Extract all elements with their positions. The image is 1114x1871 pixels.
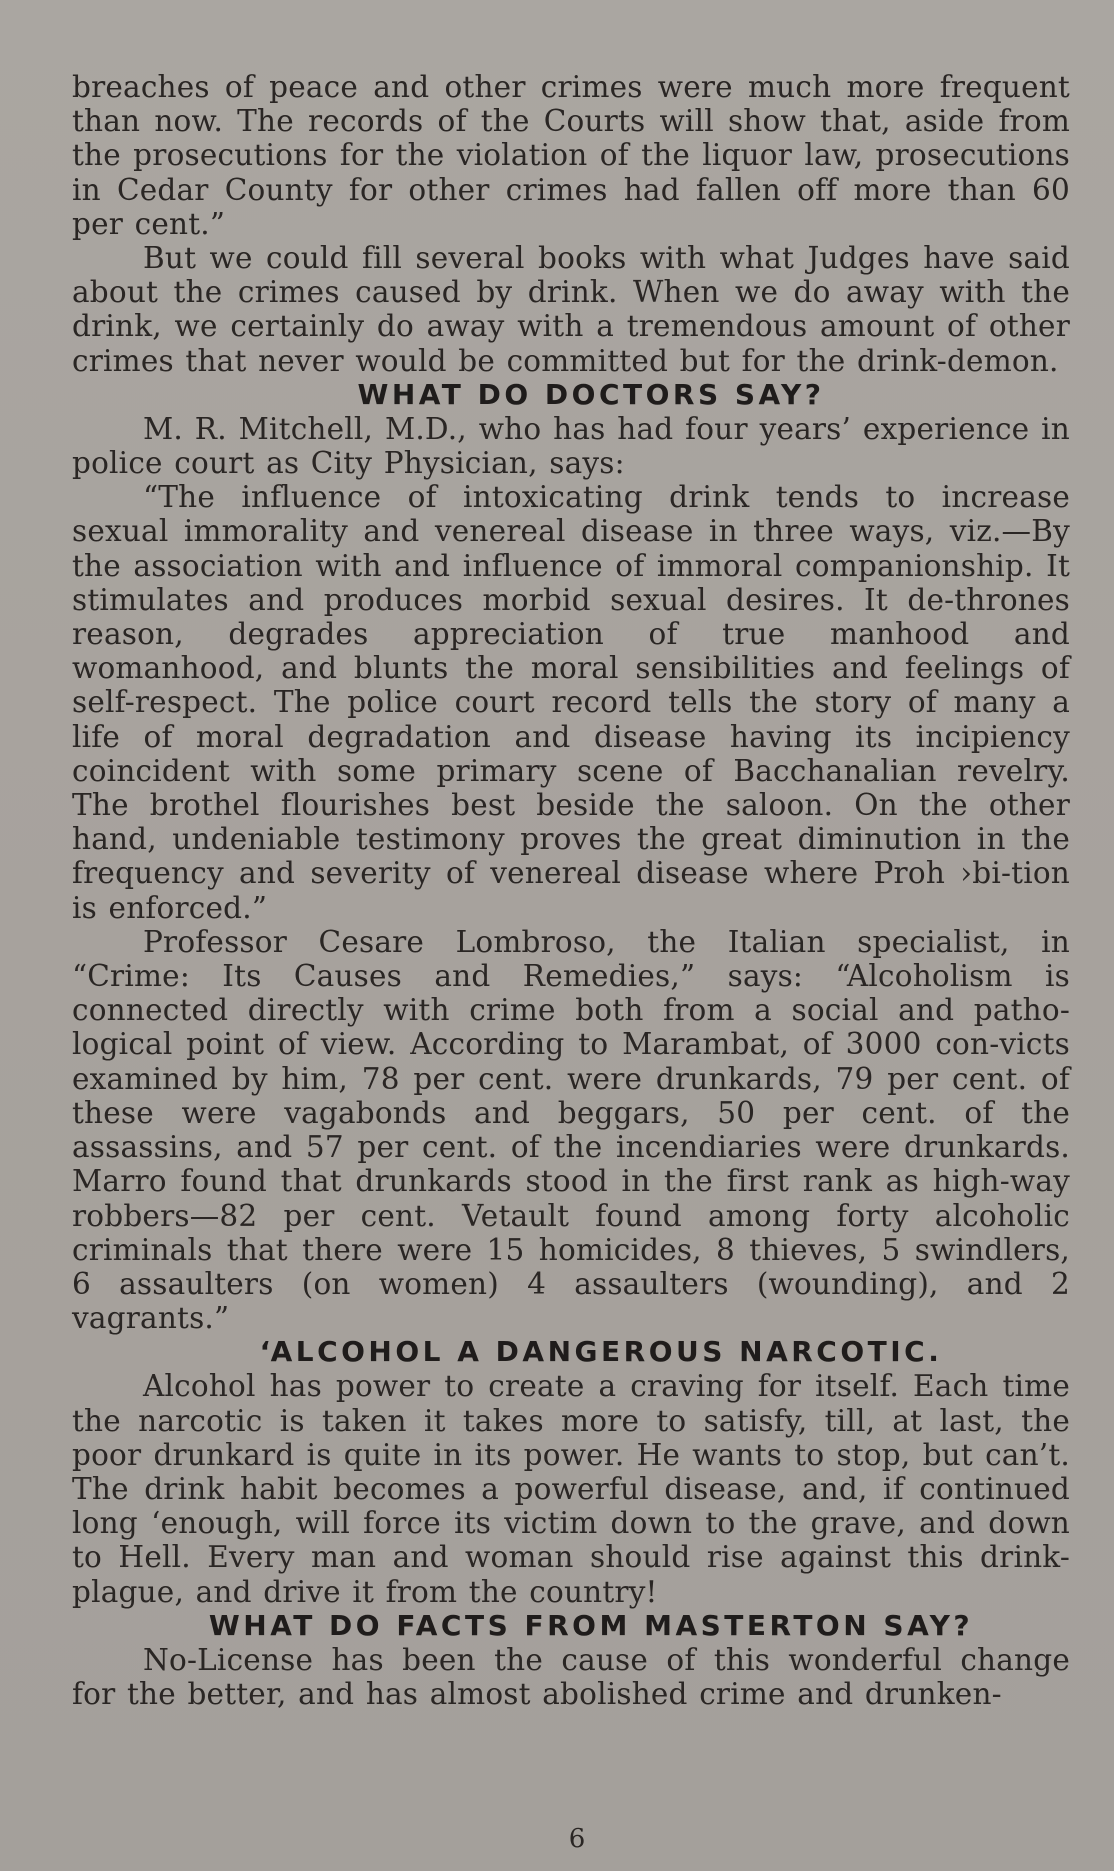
paragraph-mitchell: M. R. Mitchell, M.D., who has had four years’ experience in police court as City Physician, says: — [72, 411, 1070, 481]
paragraph-mitchell-quote: “The influence of intoxicating drink tends to increase sexual immorality and venereal disease in three ways, viz.—By the association with and influence of immoral companionship. It stimulates and produces morbid sexual desires. It de-thrones reason, degrades appreciation of true manhood and womanhood, and blunts the moral sensibilities and feelings of self-respect. The police court record tells the story of many a life of moral degradation and disease having its incipiency coincident with some primary scene of Bacchanalian revelry. The brothel flourishes best beside the saloon. On the other hand, undeniable testimony proves the great diminution in the frequency and severity of venereal disease where Proh ›bi-tion is enforced.” — [72, 480, 1070, 925]
paragraph-craving: Alcohol has power to create a craving for itself. Each time the narcotic is taken it takes more to satisfy, till, at last, the poor drunkard is quite in its power. He wants to stop, but can’t. The drink habit becomes a powerful disease, and, if continued long ‘enough, will force its victim down to the grave, and down to Hell. Every man and woman should rise against this drink-plague, and drive it from the country! — [72, 1369, 1070, 1609]
paragraph-judges: But we could fill several books with what Judges have said about the crimes caused by drink. When we do away with the drink, we certainly do away with a tremendous amount of other crimes that never would be committed but for the drink-demon. — [72, 241, 1070, 378]
heading-alcohol-narcotic: ‘ALCOHOL A DANGEROUS NARCOTIC. — [259, 1335, 943, 1369]
paragraph-courts-records: breaches of peace and other crimes were much more frequent than now. The records of the Courts will show that, aside from the prosecutions for the violation of the liquor law, prosecutions in Cedar County for other crimes had fallen off more than 60 per cent.” — [72, 70, 1070, 241]
page-number: 6 — [568, 1824, 586, 1854]
heading-masterton: WHAT DO FACTS FROM MASTERTON SAY? — [208, 1608, 974, 1642]
paragraph-no-license: No-License has been the cause of this wonderful change for the better, and has almost abolished crime and drunken- — [72, 1642, 1070, 1711]
heading-doctors: WHAT DO DOCTORS SAY? — [357, 377, 825, 411]
text-column — [72, 70, 1070, 1711]
paragraph-lombroso: Professor Cesare Lombroso, the Italian specialist, in “Crime: Its Causes and Remedies,” says: “Alcoholism is connected directly with crime both from a social and patho-logical point of view. According to Marambat, of 3000 con-victs examined by him, 78 per cent. were drunkards, 79 per cent. of these were vagabonds and beggars, 50 per cent. of the assassins, and 57 per cent. of the incendiaries were drunkards. Marro found that drunkards stood in the first rank as high-way robbers—82 per cent. Vetault found among forty alcoholic criminals that there were 15 homicides, 8 thieves, 5 swindlers, 6 assaulters (on women) 4 assaulters (wounding), and 2 vagrants.” — [72, 924, 1070, 1336]
